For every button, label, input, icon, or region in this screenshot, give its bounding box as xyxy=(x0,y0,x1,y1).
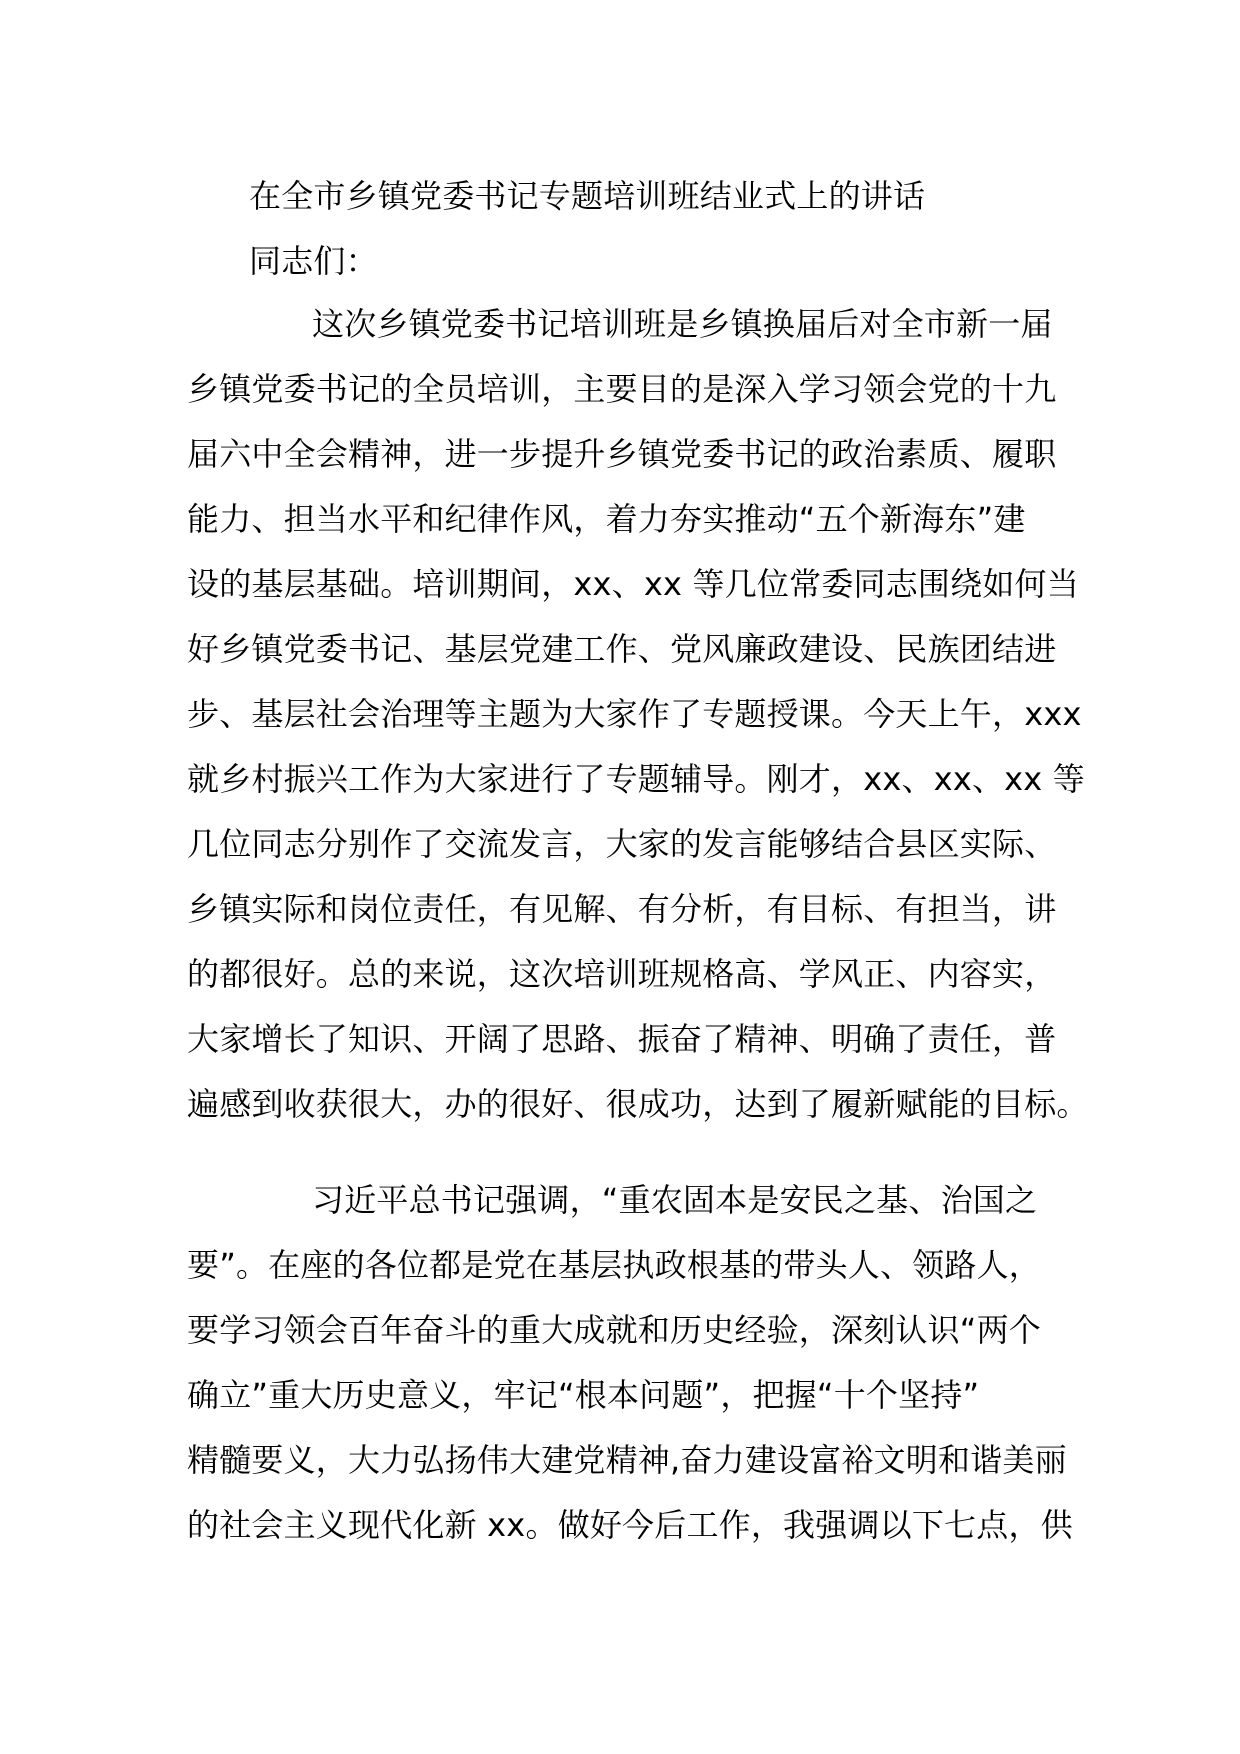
paragraph-2-line: 要学习领会百年奋斗的重大成就和历史经验，深刻认识“两个 xyxy=(187,1311,1041,1349)
paragraph-1-line: 大家增长了知识、开阔了思路、振奋了精神、明确了责任，普 xyxy=(187,1020,1057,1058)
salutation: 同志们： xyxy=(249,242,378,280)
paragraph-2-line: 要”。在座的各位都是党在基层执政根基的带头人、领路人， xyxy=(187,1246,1041,1284)
paragraph-1-line: 能力、担当水平和纪律作风，着力夯实推动“五个新海东”建 xyxy=(187,500,1026,538)
paragraph-1-line: 乡镇实际和岗位责任，有见解、有分析，有目标、有担当，讲 xyxy=(187,890,1057,928)
paragraph-1-line: 这次乡镇党委书记培训班是乡镇换届后对全市新一届 xyxy=(312,305,1053,343)
paragraph-1-line: 好乡镇党委书记、基层党建工作、党风廉政建设、民族团结进 xyxy=(187,630,1057,668)
document-title: 在全市乡镇党委书记专题培训班结业式上的讲话 xyxy=(249,177,926,215)
paragraph-2-line: 精髓要义，大力弘扬伟大建党精神,奋力建设富裕文明和谐美丽 xyxy=(187,1441,1067,1479)
paragraph-1-line: 的都很好。总的来说，这次培训班规格高、学风正、内容实， xyxy=(187,955,1057,993)
paragraph-1-line: 步、基层社会治理等主题为大家作了专题授课。今天上午，xxx xyxy=(187,695,1082,733)
paragraph-1-line: 几位同志分别作了交流发言，大家的发言能够结合县区实际、 xyxy=(187,825,1057,863)
paragraph-2-line: 习近平总书记强调，“重农固本是安民之基、治国之 xyxy=(312,1181,1038,1219)
paragraph-1-line: 就乡村振兴工作为大家进行了专题辅导。刚才，xx、xx、xx 等 xyxy=(187,760,1085,798)
paragraph-2-line: 确立”重大历史意义，牢记“根本问题”，把握“十个坚持” xyxy=(187,1376,980,1414)
paragraph-1-line: 届六中全会精神，进一步提升乡镇党委书记的政治素质、履职 xyxy=(187,435,1057,473)
paragraph-1-line: 遍感到收获很大，办的很好、很成功，达到了履新赋能的目标。 xyxy=(187,1085,1089,1123)
paragraph-1-line: 乡镇党委书记的全员培训，主要目的是深入学习领会党的十九 xyxy=(187,370,1057,408)
paragraph-2-line: 的社会主义现代化新 xx。做好今后工作，我强调以下七点，供 xyxy=(187,1506,1073,1544)
paragraph-1-line: 设的基层基础。培训期间，xx、xx 等几位常委同志围绕如何当 xyxy=(187,565,1079,603)
